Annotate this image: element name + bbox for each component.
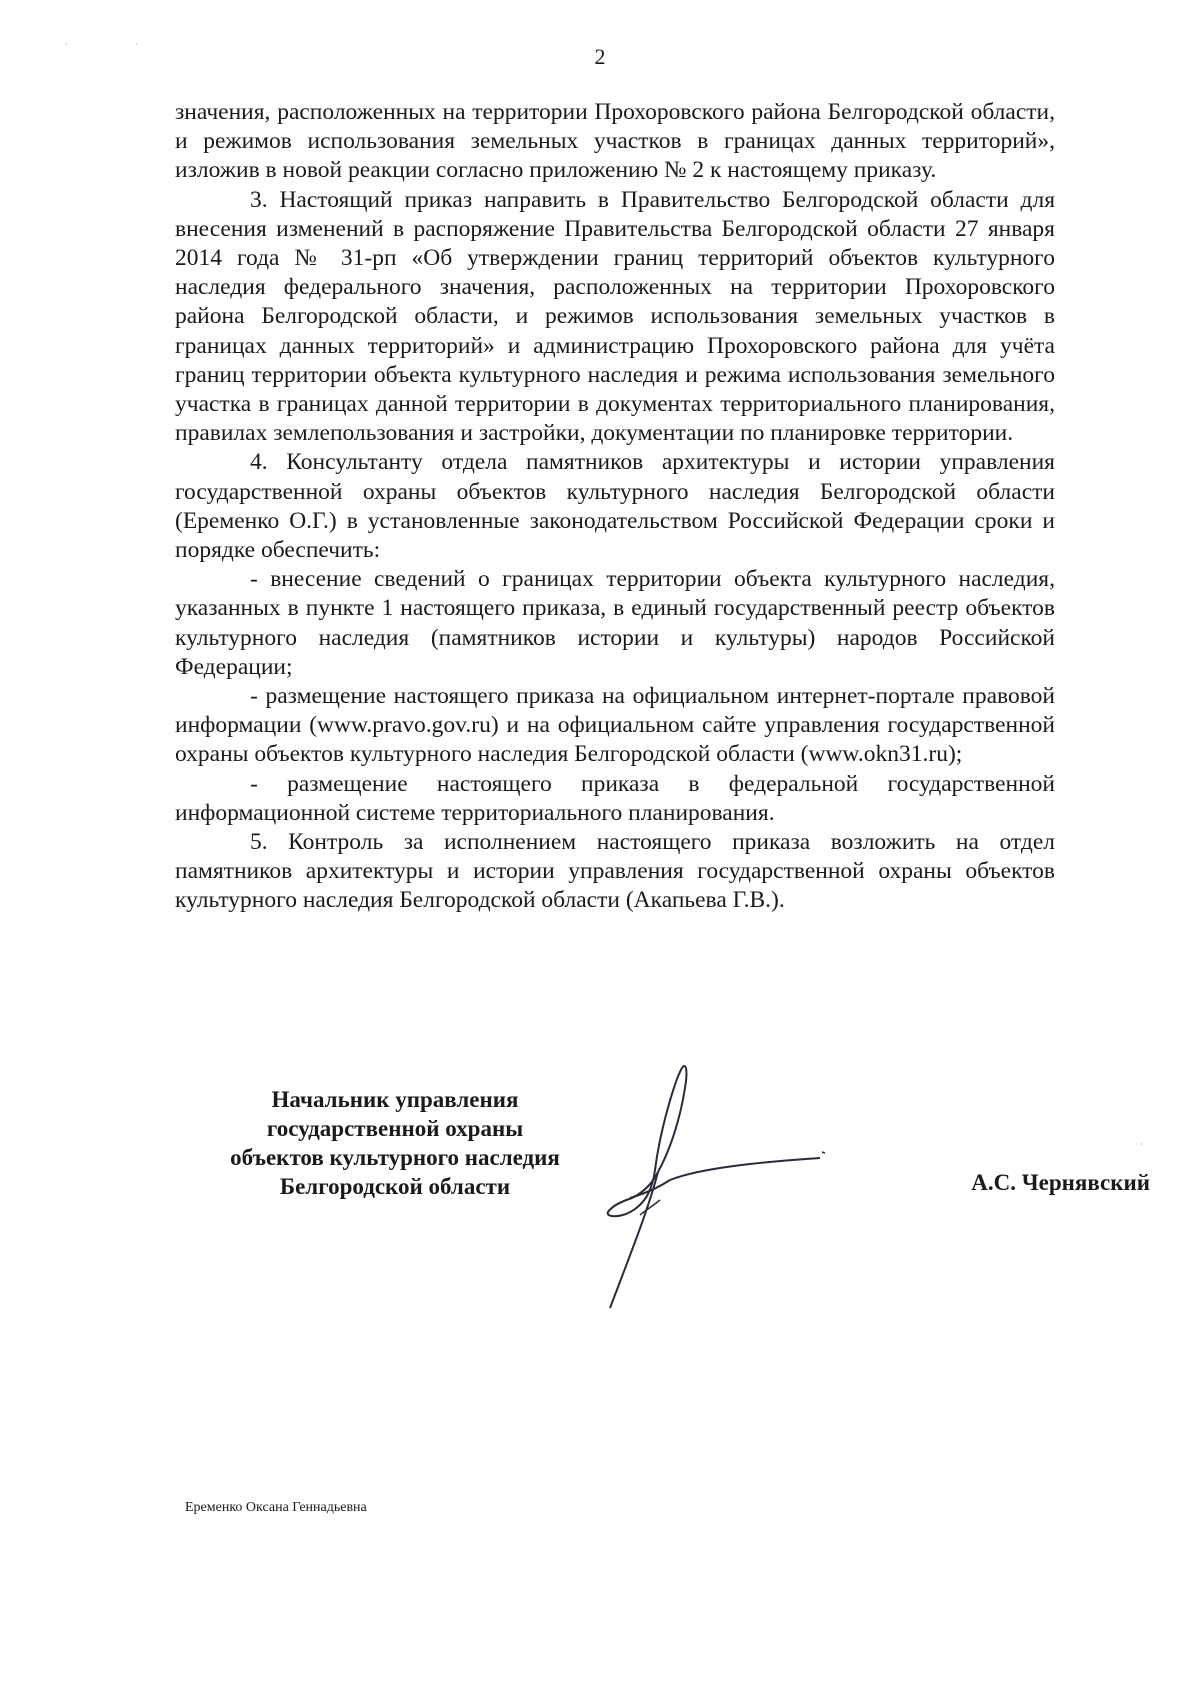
scan-speck: ·	[135, 40, 138, 49]
paragraph-continuation: значения, расположенных на территории Прохоровского района Белгородской области, и режимов использования земельных участков в границах данных территорий», изложив в новой реакции согласно приложению № 2 к настоящему приказу.	[175, 99, 1055, 184]
executor-name: Еременко Оксана Геннадьевна	[185, 1500, 367, 1515]
document-body	[175, 98, 1055, 916]
signatory-position-line: объектов культурного наследия	[230, 1145, 560, 1170]
paragraph-subitem-registry: - внесение сведений о границах территории объекта культурного наследия, указанных в пункте 1 настоящего приказа, в единый государственный реестр объектов культурного наследия (памятников истории и культуры) народов Российской Федерации;	[175, 566, 1055, 680]
handwritten-signature	[600, 1060, 890, 1310]
page-number: 2	[594, 44, 606, 69]
paragraph-subitem-publication: - размещение настоящего приказа на официальном интернет-портале правовой информации (www.pravo.gov.ru) и на официальном сайте управления государственной охраны объектов культурного наследия Белгородской области (www.okn31.ru);	[175, 683, 1055, 768]
scan-speck: ·	[65, 40, 68, 49]
paragraph-item-4: 4. Консультанту отдела памятников архитектуры и истории управления государственной охраны объектов культурного наследия Белгородской области (Еременко О.Г.) в установленные законодательством Российской Федерации сроки и порядке обеспечить:	[175, 449, 1055, 564]
paragraph-subitem-planning-system: - размещение настоящего приказа в федеральной государственной информационной системе территориального планирования.	[175, 770, 1055, 826]
signatory-position	[185, 1085, 605, 1201]
signatory-name: А.С. Чернявский	[971, 1170, 1150, 1195]
paragraph-item-5: 5. Контроль за исполнением настоящего приказа возложить на отдел памятников архитектуры и истории управления государственной охраны объектов культурного наследия Белгородской области (Акапьева Г.В.).	[175, 829, 1055, 914]
scan-speck: ·	[1140, 1140, 1143, 1149]
signatory-position-line: государственной охраны	[266, 1116, 524, 1141]
signatory-position-line: Белгородской области	[279, 1174, 511, 1199]
signatory-position-line: Начальник управления	[271, 1087, 519, 1112]
paragraph-item-3: 3. Настоящий приказ направить в Правительство Белгородской области для внесения изменений в распоряжение Правительства Белгородской области 27 января 2014 года № 31-рп «Об утверждении границ территорий объектов культурного наследия федерального значения, расположенных на территории Прохоровского района Белгородской области, и режимов использования земельных участков в границах данных территорий» и администрацию Прохоровского района для учёта границ территории объекта культурного наследия и режима использования земельного участка в границах данной территории в документах территориального планирования, правилах землепользования и застройки, документации по планировке территории.	[175, 186, 1055, 447]
